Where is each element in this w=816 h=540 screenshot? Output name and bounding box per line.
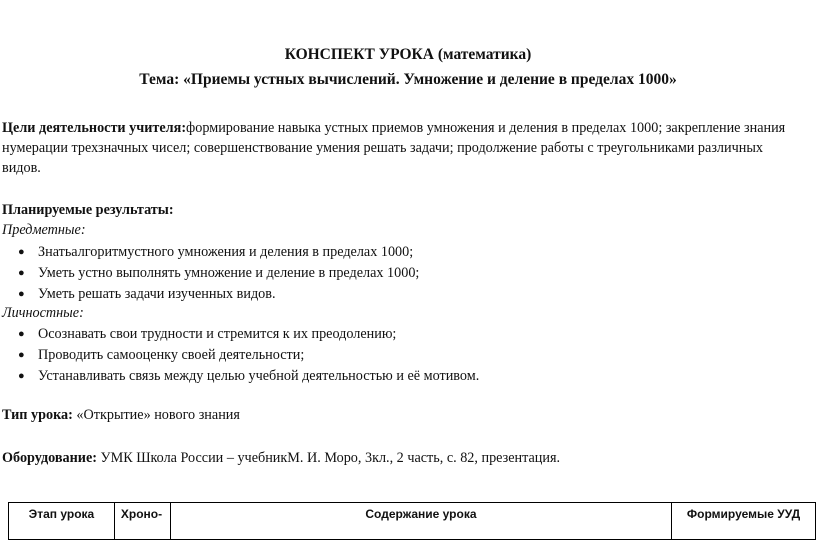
column-header-chrono: Хроно- — [114, 503, 170, 540]
document-title: КОНСПЕКТ УРОКА (математика) — [284, 46, 532, 63]
list-item: ● Уметь решать задачи изученных видов. — [18, 286, 276, 302]
bullet-icon: ● — [18, 328, 25, 340]
bullet-icon: ● — [18, 267, 25, 279]
equipment-label: Оборудование: — [2, 450, 97, 466]
lesson-type-label: Тип урока: — [2, 407, 73, 423]
results-heading: Планируемые результаты: — [2, 202, 174, 218]
goals-label: Цели деятельности учителя: — [2, 120, 187, 136]
column-header-uud: Формируемые УУД — [672, 503, 816, 540]
goals-text: формирование навыка устных приемов умножения и деления в пределах 1000; закрепление знания нумерации трехзначных чисел; совершенствование умения решать задачи; продолжение работы с треугольниками различных видов. — [2, 120, 786, 176]
lesson-topic: Тема: «Приемы устных вычислений. Умножение и деление в пределах 1000» — [139, 71, 677, 88]
bullet-icon: ● — [18, 288, 25, 300]
bullet-icon: ● — [18, 349, 25, 361]
bullet-icon: ● — [18, 370, 25, 382]
list-item: ● Устанавливать связь между целью учебной деятельностью и её мотивом. — [18, 368, 480, 384]
lesson-table — [8, 502, 816, 540]
column-header-stage: Этап урока — [9, 503, 115, 540]
list-item: ● Уметь устно выполнять умножение и деление в пределах 1000; — [18, 265, 420, 281]
list-item: ● Проводить самооценку своей деятельности; — [18, 347, 305, 363]
table-header-row — [9, 503, 816, 540]
lesson-type-text: «Открытие» нового знания — [72, 407, 240, 423]
personal-results-label: Личностные: — [2, 305, 84, 321]
lesson-type — [2, 405, 792, 425]
goals-paragraph — [2, 118, 792, 178]
column-header-content: Содержание урока — [170, 503, 671, 540]
subject-results-label: Предметные: — [2, 222, 86, 238]
bullet-icon: ● — [18, 246, 25, 258]
list-item: ● Знатьалгоритмустного умножения и деления в пределах 1000; — [18, 244, 414, 260]
equipment — [2, 448, 792, 468]
list-item: ● Осознавать свои трудности и стремится к их преодолению; — [18, 326, 397, 342]
equipment-text: УМК Школа России – учебникМ. И. Моро, 3кл., 2 часть, с. 82, презентация. — [96, 450, 561, 466]
